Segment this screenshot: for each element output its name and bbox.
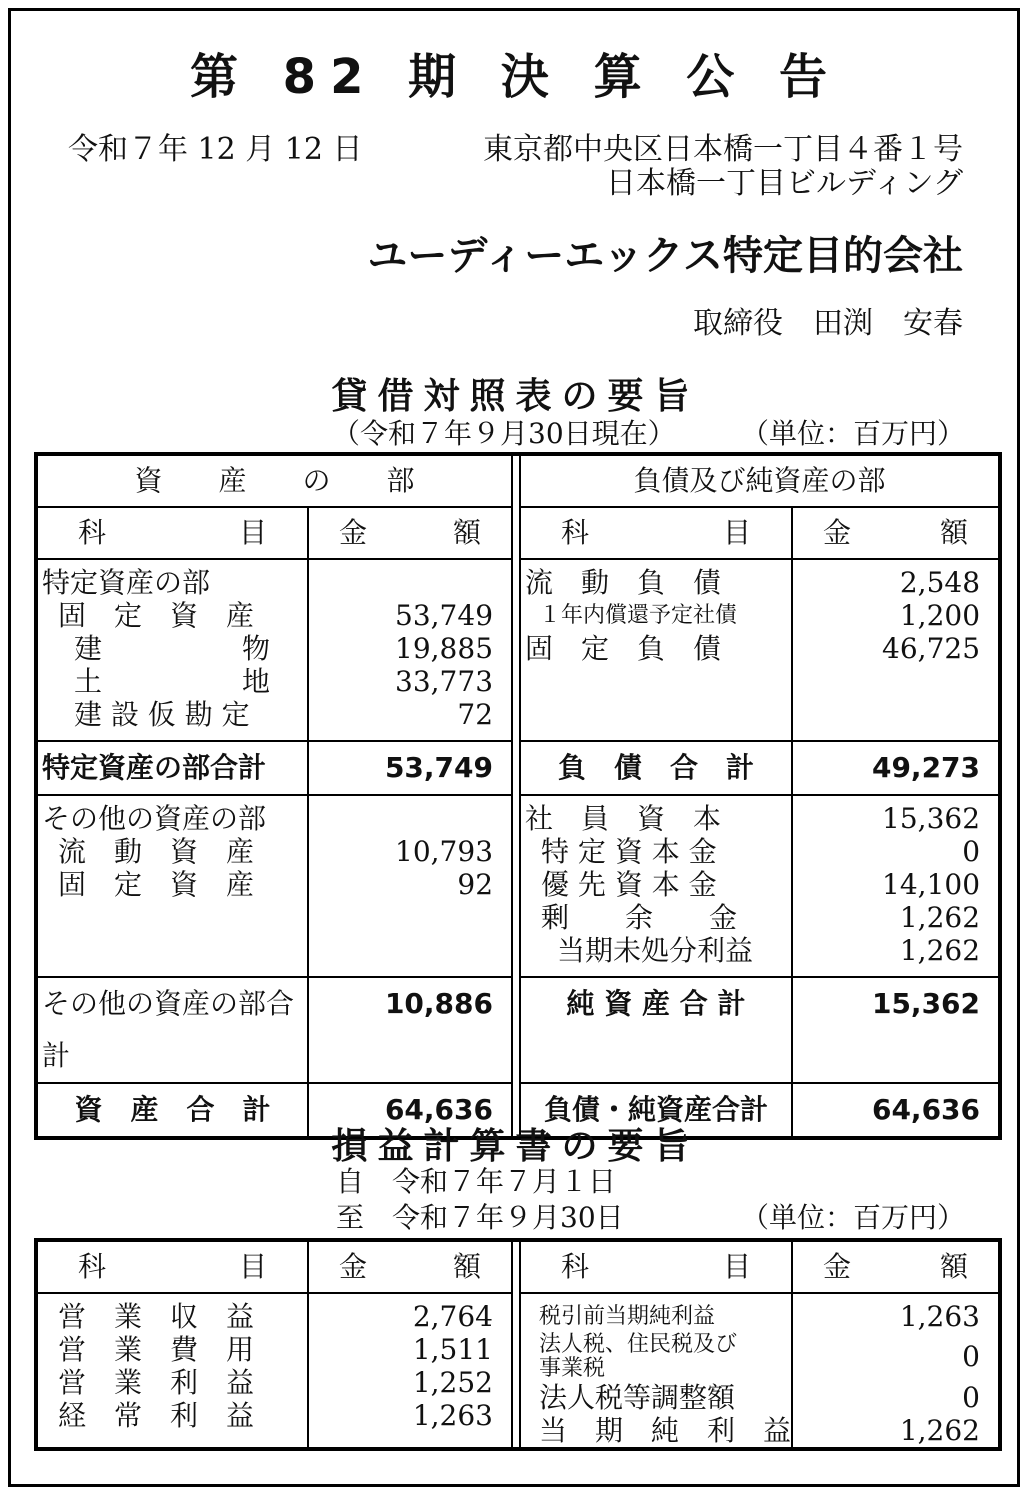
- bs-row-value: 92: [457, 868, 494, 901]
- pl-col-item-2-right: 目: [722, 1250, 751, 1283]
- equity-row-value: 15,362: [882, 802, 981, 835]
- current-liabilities-value: 2,548: [899, 566, 981, 599]
- bs-row-label: 流 動 資 産: [58, 835, 255, 868]
- pl-row-value: 1,252: [412, 1366, 493, 1399]
- liab-equity-total-label: 負債・純資産合計: [520, 1083, 792, 1138]
- liabilities-section-header: 負債及び純資産の部: [633, 464, 886, 497]
- pl-row-value: 2,764: [412, 1300, 493, 1333]
- col-amount-2: 額: [453, 516, 482, 549]
- pl-col-item-2: 目: [238, 1250, 267, 1283]
- period-to: 至 令和７年９月30日: [336, 1201, 624, 1234]
- representative: 取締役 田渕 安春: [693, 306, 963, 341]
- pl-col-amount-2: 額: [452, 1250, 481, 1283]
- equity-row-value: 14,100: [882, 868, 981, 901]
- pl-col-item-1: 科: [78, 1250, 107, 1283]
- income-tax-label-2: 事業税: [539, 1356, 606, 1381]
- other-total-value: 10,886: [308, 977, 512, 1083]
- bs-row-value: 53,749: [395, 599, 494, 632]
- bs-row-label: 建 物: [74, 632, 271, 665]
- pretax-income-value: 1,263: [899, 1300, 980, 1333]
- tax-adjustment-label: 法人税等調整額: [539, 1381, 736, 1414]
- col-amount-2-right: 額: [940, 516, 969, 549]
- tax-adjustment-value: 0: [962, 1381, 980, 1414]
- income-tax-label-1: 法人税、住民税及び: [539, 1332, 738, 1357]
- pretax-income-label: 税引前当期純利益: [539, 1304, 716, 1329]
- income-statement-title: 損益計算書の要旨: [331, 1125, 700, 1167]
- bs-row-label: 建 設 仮 勘 定: [74, 698, 250, 731]
- assets-section-header: 資 産 の 部: [134, 464, 415, 497]
- equity-row-label: 優 先 資 本 金: [541, 868, 717, 901]
- income-tax-value: 0: [962, 1340, 980, 1373]
- col-item-2-right: 目: [723, 516, 752, 549]
- specific-total-value: 53,749: [308, 741, 512, 795]
- fixed-liabilities-label: 固 定 負 債: [525, 632, 722, 665]
- col-item-1-right: 科: [561, 516, 590, 549]
- pl-col-amount-2-right: 額: [939, 1250, 968, 1283]
- period-from: 自 令和７年７月１日: [336, 1165, 617, 1198]
- col-amount-1-right: 金: [823, 516, 852, 549]
- balance-sheet-unit: （単位：百万円）: [740, 417, 965, 450]
- assets-total-label: 資 産 合 計: [36, 1083, 308, 1138]
- liab-equity-total-value: 64,636: [792, 1083, 1000, 1138]
- pl-row-label: 営 業 利 益: [58, 1366, 255, 1399]
- equity-row-label: 当期未処分利益: [557, 934, 754, 967]
- equity-row-value: 1,262: [899, 934, 981, 967]
- net-income-value: 1,262: [899, 1414, 980, 1447]
- notice-title: 第 82 期 決 算 公 告: [189, 49, 842, 105]
- specific-assets-title: 特定資産の部: [42, 566, 211, 599]
- company-name: ユーディーエックス特定目的会社: [367, 233, 963, 279]
- equity-row-label: 社 員 資 本: [525, 802, 722, 835]
- pl-row-value: 1,263: [412, 1399, 493, 1432]
- col-item-1: 科: [78, 516, 107, 549]
- col-amount-1: 金: [339, 516, 368, 549]
- balance-sheet-title: 貸借対照表の要旨: [331, 375, 700, 417]
- liabilities-total-label: 負 債 合 計: [520, 741, 792, 795]
- bs-row-label: 土 地: [74, 665, 271, 698]
- current-liabilities-label: 流 動 負 債: [525, 566, 722, 599]
- fixed-liabilities-value: 46,725: [882, 632, 981, 665]
- company-building: 日本橋一丁目ビルディング: [606, 166, 963, 201]
- income-statement-table: [34, 1238, 1002, 1451]
- bs-row-label: 固 定 資 産: [58, 868, 255, 901]
- bond-label: １年内償還予定社債: [539, 603, 738, 628]
- pl-row-value: 1,511: [412, 1333, 493, 1366]
- other-total-label: その他の資産の部合計: [36, 977, 308, 1083]
- company-address: 東京都中央区日本橋一丁目４番１号: [483, 132, 963, 167]
- income-statement-unit: （単位：百万円）: [740, 1201, 965, 1234]
- equity-row-value: 1,262: [899, 901, 981, 934]
- bs-row-value: 33,773: [395, 665, 494, 698]
- bs-row-label: 固 定 資 産: [58, 599, 255, 632]
- pl-row-label: 営 業 収 益: [58, 1300, 255, 1333]
- col-item-2: 目: [238, 516, 267, 549]
- bs-row-value: 10,793: [395, 835, 494, 868]
- pl-col-amount-1-right: 金: [823, 1250, 852, 1283]
- bond-value: 1,200: [899, 599, 981, 632]
- equity-row-label: 特 定 資 本 金: [541, 835, 717, 868]
- notice-date: 令和７年 12 月 12 日: [68, 132, 363, 167]
- specific-total-label: 特定資産の部合計: [36, 741, 308, 795]
- liabilities-total-value: 49,273: [792, 741, 1000, 795]
- equity-total-value: 15,362: [792, 977, 1000, 1083]
- pl-row-label: 営 業 費 用: [58, 1333, 255, 1366]
- balance-sheet-date: （令和７年９月30日現在）: [332, 417, 676, 450]
- equity-total-label: 純 資 産 合 計: [520, 977, 792, 1083]
- equity-row-value: 0: [962, 835, 981, 868]
- other-assets-title: その他の資産の部: [42, 802, 267, 835]
- pl-col-item-1-right: 科: [561, 1250, 590, 1283]
- bs-row-value: 72: [457, 698, 494, 731]
- bs-row-value: 19,885: [395, 632, 494, 665]
- pl-row-label: 経 常 利 益: [58, 1399, 255, 1432]
- pl-col-amount-1: 金: [339, 1250, 368, 1283]
- equity-row-label: 剰 余 金: [541, 901, 738, 934]
- assets-total-value: 64,636: [308, 1083, 512, 1138]
- net-income-label: 当 期 純 利 益: [539, 1414, 792, 1447]
- balance-sheet-table: [34, 452, 1002, 1140]
